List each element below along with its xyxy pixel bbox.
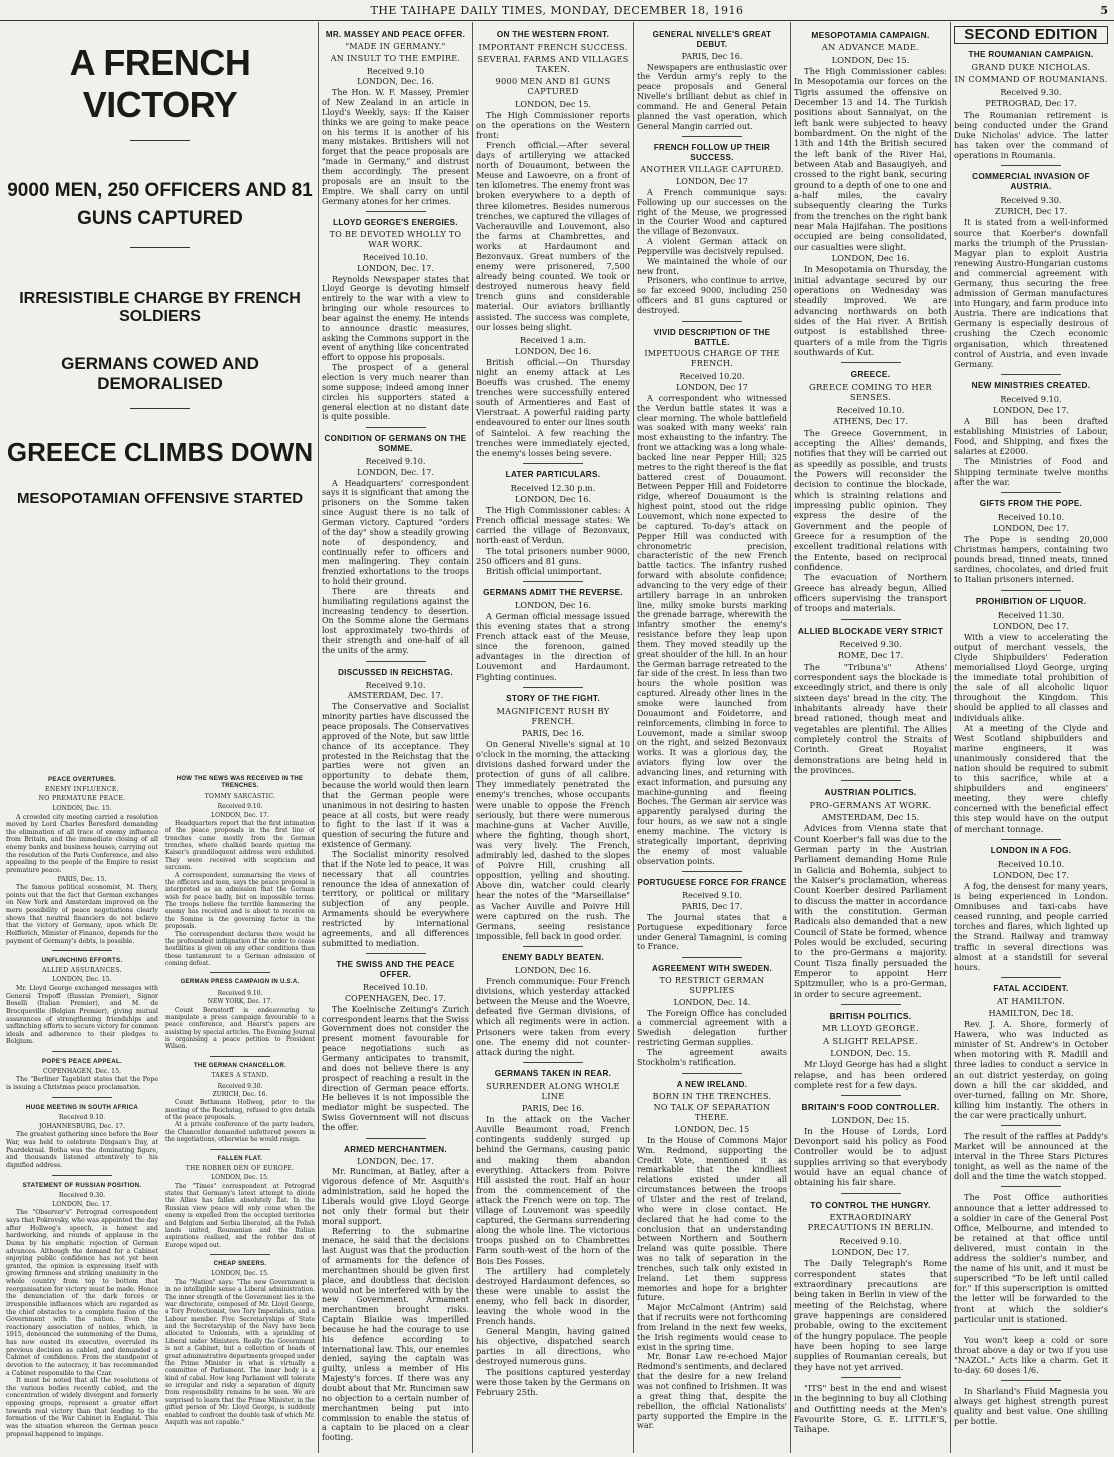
article-headline: FALLEN FLAT. — [217, 1155, 263, 1162]
dateline: LONDON, Dec. 15. — [52, 976, 112, 984]
dateline: ZURICH, Dec 17. — [994, 206, 1068, 217]
divider — [523, 946, 583, 947]
dateline: LONDON, Dec. 16. — [357, 77, 434, 87]
article-subhead: NO TALK OF SEPARATION THERE. — [653, 1103, 771, 1123]
article-headline: ARMED MERCHANTMEN. — [344, 1144, 447, 1154]
divider — [682, 871, 742, 872]
received-time: Received 9.10. — [839, 1235, 902, 1246]
divider — [1001, 1186, 1061, 1187]
article-headline: HUGE MEETING IN SOUTH AFRICA — [25, 1103, 139, 1111]
divider — [1001, 165, 1061, 166]
column-rule — [790, 22, 791, 1453]
divider — [841, 1377, 901, 1378]
received-time: Received 9.30. — [1000, 195, 1062, 206]
article-headline: AUSTRIAN POLITICS. — [824, 787, 917, 798]
dateline: PARIS, Dec 16. — [521, 727, 585, 738]
article-headline: HOW THE NEWS WAS RECEIVED IN THE TRENCHES. — [176, 776, 304, 790]
divider — [1001, 977, 1061, 978]
column-1 — [6, 770, 158, 1450]
article-headline: DISCUSSED IN REICHSTAG. — [338, 667, 453, 677]
dateline: PARIS, Dec 16. — [681, 51, 743, 61]
paragraph: A Bill has been drafted establishing Ministries of Labour, Food, and Shipping, and fixes the salaries at £2000. — [954, 416, 1108, 457]
dateline: LONDON, Dec. 14. — [673, 997, 751, 1007]
paragraph: There are threats and humiliating regulations against the increasing tendency to desertion. On the Somme alone the Germans lost approximately two-thirds of their strength and one-half of all the units of the army. — [322, 586, 469, 655]
article-headline: COMMERCIAL INVASION OF AUSTRIA. — [972, 172, 1090, 192]
dateline: LONDON, Dec 17 — [676, 176, 748, 186]
dateline: HAMILTON, Dec 18. — [988, 1007, 1074, 1018]
article-headline: PEACE OVERTURES. — [47, 776, 117, 783]
divider — [841, 362, 901, 363]
received-time: Received 9.10. — [365, 456, 426, 466]
paragraph: French communique: Four French divisions, which yesterday attacked between the Meuse and the Woevre, defeated five German divisions, of which all regiments were in action. Prisoners were taken from every one. The enemy did not counter-attack during the night. — [476, 976, 630, 1057]
divider — [682, 957, 742, 958]
paragraph: A German official message issued this evening states that a strong French attack east of the Meuse, since the forenoon, gained advantages in the direction of Louvemont and Hardaumont. Fighting continues. — [476, 610, 630, 682]
article-headline: ON THE WESTERN FRONT. — [496, 30, 610, 39]
column-4 — [476, 24, 630, 1450]
received-time: Received 9.30. — [1000, 87, 1062, 98]
headline-sub: GREECE CLIMBS DOWN — [6, 437, 314, 467]
article-subhead: NO PREMATURE PEACE. — [38, 795, 126, 803]
article-headline: MESOPOTAMIA CAMPAIGN. — [811, 30, 930, 40]
dateline: LONDON, Dec. 15. — [52, 804, 112, 812]
paragraph: The Greece Government, in accepting the Allies' demands, notifies that they will be carried out as speedily as possible, and trusts the Powers will reconsider the decision to continue the blockade, which is straining relations and impressing public opinion. They express the desire of the Government and the people of Greece for a resumption of the excellent traditional relations with the Entente, based on reciprocal confidence. — [794, 427, 947, 573]
divider — [130, 247, 190, 248]
divider — [130, 408, 190, 409]
article-subhead: PRO-GERMANS AT WORK. — [809, 799, 932, 810]
paragraph: The High Commissioner cables: In Mesopotamia our forces on the Tigris assumed the offensive on December 13 and 14. The Turkish positions about Sannaiyat, on the left bank were subjected to heavy bombardment. On the night of the 13th and 14th the British secured the left bank of the River Hai, between Atab and Basaugiyeh, and crossed to the right bank, securing ground to a depth of one to one and a-half miles, the cavalry subsequently clearing the Turks from the trenches on the right bank near Mala Hajifahan. The positions occupied are being consolidated, our casualties were slight. — [794, 65, 947, 252]
paragraph: The "Observer's" Petrograd correspondent says that Pokrovsky, who was appointed the day after Hollweg's speech, is honest and hardworking, and rounds of applause in the Duma by his emphatic rejection of German advances. Although the demand for a Cabinet enjoying public confidence has not yet been granted, the opinion is expressing itself with growing firmness and striking unanimity in the whole country from top to bottom that reorganisation for victory must be made. Hence the denunciation of the dark forces or irresponsible influences which are regarded as the chief obstacles to a complete fusion of the Government with the nation. Even the reactionary association of nobles, which, in 1915, denounced the summoning of the Duma, has now ousted its executive, overruled its previous decision as cabled, and demanded a Cabinet of confidence. From the standpoint of devotion to the autocracy, it has recommended a Cabinet responsible to the Czar. — [6, 1209, 158, 1377]
paragraph: British official unimportant. — [486, 565, 602, 576]
divider — [210, 1149, 270, 1150]
dateline: LONDON, Dec 16. — [514, 345, 592, 356]
article-subhead: GRAND DUKE NICHOLAS. — [971, 62, 1091, 73]
article-headline: FATAL ACCIDENT. — [993, 983, 1069, 993]
paragraph: In Mesopotamia on Thursday, the initial advantage secured by our operations on Wednesday was steadily improved. We are advancing northwards on both sides of the Hai river. A British outpost is established three-quarters of a mile from the Tigris southwards of Kut. — [794, 264, 947, 357]
paragraph: The agreement awaits Stockholm's ratification. — [637, 1048, 787, 1067]
paragraph: The "Nation" says: "The new Government is in no intelligible sense a Liberal administration. The inner strength of the Government lies in the war directorate, composed of Mr. Lloyd George, a Tory Protectionist, two Tory Imperialists, and a Labour member. Five Secretaryships of State and the Secretaryship of the Navy have been allocated to Unionists, with a sprinkling of Liberal under Ministers. Really the Government is not a Cabinet, but a collection of heads of great administrative departments grouped under the Prime Minister in what is virtually a committee of Parliament. The inner body is a kind of cabal. How long Parliament will tolerate so irregular and risky a separation of dignity from responsibility remains to be seen. We are surprised to learn that the Prime Minister, in the gifted person of Mr. Lloyd George, is suddenly enabled to confront the double task of which Mr. Asquith was not capable." — [165, 1278, 315, 1426]
article-headline: UNFLINCHING EFFORTS. — [41, 957, 123, 965]
received-time: Received 9.30. — [58, 1192, 106, 1200]
article-headline: GENERAL NIVELLE'S GREAT DEBUT. — [652, 30, 772, 49]
paragraph: Prisoners, who continue to arrive, so far exceed 9000, including 250 officers and 81 guns captured or destroyed. — [637, 276, 787, 315]
column-rule — [318, 22, 319, 1453]
column-3 — [322, 24, 469, 1450]
divider — [1001, 492, 1061, 493]
divider — [1001, 1329, 1061, 1330]
received-time: Received 9.10. — [58, 1114, 106, 1122]
paragraph: At a meeting of the Clyde and West Scotland shipbuilders and marine engineers, it was unanimously considered that the nation should be required to submit to this sacrifice, while at a shipbuilders and engineers' meeting, they were chiefly concerned with the beneficial effect this step would have on the output of merchant tonnage. — [954, 722, 1108, 834]
article-subhead: AT HAMILTON. — [997, 995, 1065, 1006]
advertisement: "ITS" best in the end and wisest in the beginning to buy all Clothing and Outfitting needs at the Men's Favourite Store, G. E. LITTLE'S, Taihape. — [794, 1383, 947, 1435]
dateline: LONDON, Dec 17. — [992, 620, 1070, 631]
dateline: NEW YORK, Dec. 17. — [207, 998, 273, 1006]
article-headline: A NEW IRELAND. — [676, 1079, 748, 1089]
paragraph: The "Times" correspondent at Petrograd states that Germany's latest attempt to divide the Allies has fallen absolutely flat. In the Russian view peace will only come when the enemy is expelled from the occupied territories and Belgium and Serbia liberated, all the Polish lands united, Roumanian and the Italian aspirations realised, and the robber den of Europe wiped out. — [165, 1182, 315, 1249]
article-headline: THE GERMAN CHANCELLOR. — [193, 1062, 287, 1069]
divider — [1001, 374, 1061, 375]
received-time: Received 9.30. — [839, 639, 902, 650]
received-time: Received 9.30. — [217, 1082, 263, 1090]
paragraph: Mr. Bonar Law re-echoed Major Redmond's sentiments, and declared that the desire for a new Ireland was not confined to Irishmen. It was a great thing that, despite the rebellion, the official Nationalists' party supported the Empire in the war. — [637, 1352, 787, 1431]
paragraph: Mr. Lloyd George exchanged messages with General Trepoff (Russian Premier), Signor Boselli (Italian Premier), and M. de Brocqueville (Belgian Premier), giving mutual assurances of strengthening friendships and unflinching efforts to secure victory for common ideals and adherence to their pledges to Belgium. — [6, 985, 158, 1046]
article-headline: ENEMY BADLY BEATEN. — [502, 952, 604, 962]
divider — [682, 136, 742, 137]
paragraph: A correspondent, summarising the views of the officers and men, says the peace proposal is interpreted as an admission that the German wish for peace badly, but on impossible terms. The troops believe the terrible hammering the enemy has received and is about to receive on the Somme is the governing factor in the proposals. — [165, 871, 315, 931]
article-headline: CHEAP SNEERS. — [213, 1261, 267, 1267]
paragraph: A crowded city meeting carried a resolution moved by Lord Charles Beresford demanding the elimination of all trace of enemy influence from Britain, and the immediate closing of all enemy banks and business houses, carrying out the resolution of the Paris Conference, and also appealing to the people of the Empire to resist premature peace. — [6, 813, 158, 874]
paragraph: In the attack on the Vacher Auville Beaumont road, French contingents suddenly surged up behind the Germans, causing panic and making them abandon everything. Attackers from Poivre Hill assisted the rout. Half an hour from the commencement of the attack the French were on top. The village of Louvemont was speedily captured, the Germans surrendering along the whole line. The victorious troops pushed on to Chambrettes Farm south-west of the horn of the Bois Des Fosses. — [476, 1114, 630, 1266]
dateline: LONDON, Dec. 17. — [52, 1200, 112, 1208]
dateline: LONDON, Dec. 15 — [674, 1125, 750, 1135]
dateline: ATHENS, Dec 17. — [832, 416, 909, 427]
dateline: PARIS, Dec 17. — [681, 902, 743, 912]
article-subhead: MR LLOYD GEORGE. — [822, 1023, 919, 1034]
dateline: LONDON, Dec 17. — [992, 405, 1070, 415]
paragraph: A French communique says: Following up our successes on the right of the Meuse, we progressed in the Courier Wood and captured the village of Bezonvaux. — [637, 187, 787, 237]
received-time: Received 9.10. — [1000, 393, 1062, 404]
article-headline: VIVID DESCRIPTION OF THE BATTLE. — [653, 327, 771, 347]
divider — [210, 972, 270, 973]
paragraph: The artillery had completely destroyed Hardaumont defences, so these were unable to assist the enemy, who fell back in disorder, leaving the whole wood in the French hands. — [476, 1265, 630, 1327]
divider — [130, 140, 190, 141]
dateline: LONDON, Dec 15. — [831, 1114, 910, 1125]
article-headline: BRITAIN'S FOOD CONTROLLER. — [801, 1102, 940, 1113]
dateline: COPENHAGEN, Dec. 15. — [42, 1067, 122, 1075]
paragraph: A fog, the densest for many years, is being experienced in London. Omnibuses and taxi-cabs have ceased running, and people carried torches and flares, which lighted up the Strand. Railway and tramway traffic in several directions was almost at a standstill for several hours. — [954, 880, 1108, 972]
paragraph: Major McCalmont (Antrim) said that if recruits were not forthcoming from Ireland in the next few weeks, the Irish regiments would cease to exist in the spring time. — [637, 1303, 787, 1352]
divider — [210, 1254, 270, 1255]
paragraph: The Hon. W. F. Massey, Premier of New Zealand in an article in Lloyd's Weekly, says: If the Kaiser thinks we are going to make peace on his terms it is another of his many mistakes. Britishers will not forget that the peace proposals are "made in Germany," and distrust them accordingly. The present proposals are an insult to the Empire. We shall carry on until Germany atones for her crimes. — [322, 88, 469, 206]
article-subhead: AN INSULT TO THE EMPIRE. — [330, 53, 461, 63]
divider — [682, 1073, 742, 1074]
dateline: LONDON, Dec 16. — [514, 964, 592, 975]
column-rule — [472, 22, 473, 1453]
dateline: PARIS, Dec. 15. — [57, 875, 107, 883]
headline-sub: GERMANS COWED AND DEMORALISED — [61, 354, 259, 393]
article-headline: GIFTS FROM THE POPE. — [979, 498, 1083, 508]
page-number: 5 — [1100, 4, 1108, 17]
article-headline: GERMANS ADMIT THE REVERSE. — [483, 587, 623, 597]
paragraph: The greatest gathering since before the Boer War, was held to celebrate Dingaan's Day, at Paardekraal. Botha was the dominating figure, and thousands listened attentively to his dignified address. — [6, 1131, 158, 1169]
article-subhead: EXTRAORDINARY PRECAUTIONS IN BERLIN. — [807, 1212, 934, 1233]
dateline: LONDON, Dec 16. — [831, 252, 910, 263]
received-time: Received 9.10. — [365, 680, 426, 690]
masthead — [0, 0, 1114, 21]
paragraph: The Journal states that a Portuguese expeditionary force under General Tamagnini, is coming to France. — [637, 912, 787, 952]
paragraph: A violent German attack on Pepperville was decisively repulsed. — [637, 237, 787, 256]
article-subhead: TOMMY SARCASTIC. — [204, 792, 276, 800]
article-headline: LONDON IN A FOG. — [990, 845, 1072, 855]
received-time: Received 10.10. — [997, 511, 1065, 522]
second-edition-banner: SECOND EDITION — [954, 26, 1108, 44]
article-subhead: SURRENDER ALONG WHOLE LINE — [486, 1080, 620, 1101]
article-headline: FRENCH FOLLOW UP THEIR SUCCESS. — [653, 143, 771, 163]
received-time: Received 10.10. — [363, 252, 428, 262]
article-headline: NEW MINISTRIES CREATED. — [971, 380, 1091, 390]
paragraph: The "Tribuna's" Athens' correspondent says the blockade is exceedingly strict, and there is only sixteen days' bread in the city. The inhabitants already have their bread rationed, though meat and vegetables are plentiful. The Allies completely control the Straits of Corinth. Great Royalist demonstrations are being held in the provinces. — [794, 661, 947, 775]
article-subhead: IMPETUOUS CHARGE OF THE FRENCH. — [644, 349, 780, 369]
article-headline: POPE'S PEACE APPEAL. — [41, 1058, 123, 1065]
dateline: ROME, Dec 17. — [837, 650, 904, 661]
column-6 — [794, 24, 947, 1450]
received-time: Received 11.30. — [997, 609, 1065, 620]
article-subhead: IMPORTANT FRENCH SUCCESS. — [478, 42, 628, 53]
article-headline: LLOYD GEORGE'S ENERGIES. — [333, 218, 458, 228]
article-subhead: THE ROBBER DEN OF EUROPE. — [185, 1164, 295, 1172]
article-subhead: ANOTHER VILLAGE CAPTURED. — [640, 165, 784, 175]
paragraph: The Koelnische Zeitung's Zurich correspondent learns that the Swiss Government does not consider the present moment favourable for peace negotiations such as Germany anticipates to transmit, and does not believe there is any prospect of reaching a result in the direction of German peace efforts. He believes it is not impossible the mediator might be suspected. The Swiss Government will not discuss the offer. — [322, 1004, 469, 1132]
article-headline: PROHIBITION OF LIQUOR. — [975, 596, 1087, 606]
article-subhead: GREECE COMING TO HER SENSES. — [808, 381, 933, 402]
received-time: Received 10.10. — [363, 983, 428, 993]
masthead-title: THE TAIHAPE DAILY TIMES, MONDAY, DECEMBER 18, 1916 — [370, 4, 744, 17]
paragraph: Reynolds Newspaper states that Lloyd George is devoting himself entirely to the war with a view to bringing our whole resources to bear against the enemy. He intends to announce drastic measures, asking the Commons support in the event of anything like concentrated effort to oppose his proposals. — [322, 274, 469, 363]
divider — [841, 780, 901, 781]
divider — [1001, 590, 1061, 591]
article-headline: MR. MASSEY AND PEACE OFFER. — [325, 30, 466, 39]
paragraph: The evacuation of Northern Greece has already begun, Allied officers supervising the transport of troops and materials. — [794, 572, 947, 614]
paragraph: The Post Office authorities announce that a letter addressed to a soldier in care of the General Post Office, Melbourne, and intended to be retained at that office until delivered, must contain in the address the soldier's number, and the name of his unit, and it must be superscribed "To be left until called for." If this superscription is omitted the letter will be forwarded to the front at which the soldier's particular unit is stationed. — [954, 1192, 1108, 1324]
front-headlines — [6, 34, 314, 759]
article-headline: PORTUGUESE FORCE FOR FRANCE — [637, 878, 787, 888]
paragraph: The Ministries of Food and Shipping terminate twelve months after the war. — [954, 456, 1108, 487]
article-subhead: BORN IN THE TRENCHES. — [652, 1091, 772, 1101]
received-time: Received 10.10. — [836, 405, 905, 416]
dateline: COPENHAGEN, Dec. 17. — [345, 993, 446, 1003]
article-subhead: ENEMY INFLUENCE. — [45, 785, 119, 793]
paragraph: British official.—On Thursday night an enemy attack at Les Boeuffs was crushed. The enemy trenches were successfully entered south of Armentieres and East of Vierstraat. A powerful raiding party endeavoured to enter our lines south of Sainteloi. A few reaching the trenches were immediately ejected, the enemy's losses being severe. — [476, 356, 630, 458]
article-headline: CONDITION OF GERMANS ON THE SOMME. — [324, 434, 467, 454]
paragraph: The Roumanian retirement is being conducted under the Grand Duke Nicholas' advice. The latter has taken over the command of operations in Roumania. — [954, 109, 1108, 160]
paragraph: Count Bernstorff is endeavouring to manipulate a press campaign favourable to a peace conference, and Hearst's papers are assisting by special articles. The Evening Journal is organising a peace petition to President Wilson. — [165, 1006, 315, 1051]
article-headline: GERMANS TAKEN IN REAR. — [494, 1068, 612, 1078]
received-time: Received 9.10. — [682, 891, 742, 901]
paragraph: The total prisoners number 9000, 250 officers and 81 guns. — [476, 545, 630, 566]
article-headline: STATEMENT OF RUSSIAN POSITION. — [22, 1181, 142, 1189]
paragraph: The Socialist minority resolved that if the Note led to peace, it was necessary that all countries renounce the idea of annexation of territory, or political or military subjection of any people. Armaments should be everywhere restricted by international agreements, and all differences submitted to mediation. — [322, 849, 469, 948]
column-7 — [954, 24, 1108, 1450]
paragraph: Newspapers are enthusiastic over the Verdun army's reply to the peace proposals and General Nivelle's brilliant debut as chief in command. He and General Petain planned the vast operation, which General Mangin carried out. — [637, 62, 787, 131]
column-rule — [633, 22, 634, 1453]
paragraph: Advices from Vienna state that Count Koerber's fall was due to the German party in the Austrian Parliament demanding Home Rule in Galicia and Bohemia, subject to the Kaiser's proclamation, whereas Count Koerber desired Parliament to discuss the matter in accordance with the constitution. German Radicals also demanded that a new Council of State be formed, whence Poles would be excluded, securing to the pro-Germans a majority. Count Tisza finally persuaded the Emperor to appoint Herr Spitzmuller, who is a pro-German, in order to secure agreement. — [794, 823, 947, 999]
paragraph: The "Berliner Tageblatt states that the Pope is issuing a Christmas peace proclamation. — [6, 1076, 158, 1091]
paragraph: Headquarters report that the first intimation of the peace proposals in the first line of trenches came mostly from the German trenches, where chalked boards quoting the Kaiser's grandiloquent address were exhibited. They were received with scepticism and sarcasm. — [165, 819, 315, 872]
divider — [366, 427, 426, 428]
divider — [366, 661, 426, 662]
paragraph: We maintained the whole of our new front. — [637, 256, 787, 276]
column-rule — [950, 22, 951, 1453]
paragraph: Count Bethmann Hollweg, prior to the meeting of the Reichstag, refused to give details of the peace proposals. — [165, 1099, 315, 1121]
column-5 — [637, 24, 787, 1450]
divider — [52, 950, 112, 951]
divider — [366, 953, 426, 954]
divider — [841, 1004, 901, 1005]
dateline: ZURICH, Dec. 16. — [212, 1090, 268, 1098]
dateline: LONDON, Dec 17. — [992, 522, 1070, 533]
divider — [523, 687, 583, 688]
dateline: AMSTERDAM, Dec. 17. — [347, 691, 444, 701]
article-headline: AGREEMENT WITH SWEDEN. — [652, 964, 772, 974]
dateline: LONDON, Dec 16. — [514, 494, 592, 505]
dateline: LONDON, Dec 16. — [514, 599, 592, 610]
paragraph: The result of the raffles at Paddy's Market will be announced at the interval in the Three Stars Pictures tonight, as well as the name of the doll and the time the watch stopped. — [954, 1131, 1108, 1182]
divider — [841, 1095, 901, 1096]
paragraph: The prospect of a general election is very much nearer than some suppose; indeed among inner circles his supporters stated a general election at no distant date is quite possible. — [322, 363, 469, 422]
paragraph: With a view to accelerating the output of merchant vessels, the Clyde Shipbuilders' Federation memorialised Lloyd George, urging the immediate total prohibition of the sale of all alcoholic liquor throughout the Kingdom. This should be applied to all classes and individuals alike. — [954, 631, 1108, 723]
dateline: LONDON, Dec 17 — [676, 383, 748, 392]
paragraph: It must be noted that all the resolutions of the various bodies recently cabled, and the concentration of widely divergent and formerly opposing groups, represent a greater effort towards real victory than that leading to the formation of the War Cabinet in England. This was the situation whereon the German peace proposal happened to impinge. — [6, 1377, 158, 1438]
article-headline: ALLIED BLOCKADE VERY STRICT — [797, 625, 944, 636]
dateline: AMSTERDAM, Dec 15. — [821, 811, 920, 822]
paragraph: The High Commissioner cables: A French official message states: We carried the village of Bezonvaux, north-east of Verdun. — [476, 505, 630, 546]
article-subhead: AN ADVANCE MADE. — [821, 42, 920, 53]
paragraph: Rev. J. A. Shore, formerly of Hawera, who was inducted as minister of St. Andrew's in October when motoring with R. Madill and three ladies to conduct a service in an out district yesterday, on going down a hill the car skidded, and over-turned, falling on Mr. Shore, killing him instantly. The others in the car were practically unhurt. — [954, 1019, 1108, 1120]
headline-sub: MESOPOTAMIAN OFFENSIVE STARTED — [16, 490, 304, 507]
paragraph: The positions captured yesterday were those taken by the Germans on February 25th. — [476, 1366, 630, 1397]
divider — [366, 1138, 426, 1139]
dateline: LONDON, Dec 15. — [514, 98, 592, 109]
advertisement: You won't keep a cold or sore throat above a day or two if you use "NAZOL." Acts like a charm. Get it to-day. 60 doses 1/6. — [954, 1334, 1108, 1375]
dateline: PETROGRAD, Dec 17. — [985, 98, 1077, 109]
divider — [523, 581, 583, 582]
received-time: Received 1 a.m. — [519, 334, 587, 345]
dateline: LONDON, Dec 17. — [992, 869, 1070, 880]
divider — [682, 321, 742, 322]
column-2 — [165, 770, 315, 1450]
divider — [210, 1056, 270, 1057]
paragraph: In the House of Lords, Lord Devonport said his policy as Food Controller would be to adjust supplies arriving so that everybody would have an equal chance of obtaining his fair share. — [794, 1125, 947, 1188]
paragraph: The Foreign Office has concluded a commercial agreement with a Swedish delegation further restricting German supplies. — [637, 1008, 787, 1048]
paragraph: It is stated from a well-informed source that Koerber's downfall marks the triumph of the Prussian-Magyar plan to exploit Austria renewing Austro-Hungarian customs and commercial agreement with Germany, thus securing the free admission of German manufactures into Hungary, and farm produce into Austria. There are indications that Germany is especially desirous of crushing the Czech economic organisation, which threatened control of Austria, and even invade Germany. — [954, 217, 1108, 369]
received-time: Received 12.30 p.m. — [510, 482, 596, 493]
divider — [841, 1193, 901, 1194]
article-subhead: TO BE DEVOTED WHOLLY TO WAR WORK. — [329, 230, 462, 250]
divider — [366, 211, 426, 212]
dateline: LONDON, Dec 17. — [831, 1247, 910, 1258]
paragraph: The Conservative and Socialist minority parties have discussed the peace proposals. The Conservatives approved of the Note, but saw little chance of its acceptance. They protested in the Reichstag that the parties were not given an opportunity to debate them, because the world would then learn that the German people were unanimous in not desiring to hasten peace at all costs, but were ready to fight to the last if it was a question of securing the future and existence of Germany. — [322, 702, 469, 850]
article-headline: GREECE. — [850, 369, 891, 380]
dateline: LONDON, Dec. 15. — [211, 1270, 269, 1278]
received-time: Received 10.20. — [679, 372, 745, 382]
article-subhead: SEVERAL FARMS AND VILLAGES TAKEN. — [477, 54, 629, 75]
paragraph: On General Nivelle's signal at 10 o'clock in the morning, the attacking divisions dashed forward under the protection of guns of all calibre. They immediately penetrated the enemy's trenches, whose occupants were unable to oppose the French seriously, but there were numerous machine-guns at Vacher Auville, where the fighting, though short, was very lively. The French, admirably led, dashed to the slopes of Poivre Hill, crushing all opposition, yelling and shouting. Above din, watcher could clearly hear the notes of the "Marseillaise" as Vacher Auville and Poivre Hill were captured on the rush. The Germans, seeing resistance impossible, fell back in good order. — [476, 739, 630, 941]
paragraph: The Pope is sending 20,000 Christmas hampers, containing two pounds bread, tinned meats, tinned sardines, chocolates, and dried fruit to Italian prisoners interned. — [954, 534, 1108, 585]
received-time: Received 10.10. — [997, 858, 1065, 869]
received-time: Received 9.10. — [217, 989, 263, 997]
dateline: LONDON, Dec 15. — [831, 54, 910, 65]
paragraph: A Headquarters' correspondent says it is significant that among the prisoners on the Somme taken since August there is no talk of German victory. Captured "orders of the day" show a steadily growing note of despondency, and continually refer to officers and men malingering. They contain frenzied exhortations to the troops to hold their ground. — [322, 478, 469, 587]
paragraph: The Daily Telegraph's Rome correspondent states that extraordinary precautions are being taken in Berlin in view of the meeting of the Reichstag, where grave happenings are considered probable, owing to the excitement of the hungry populace. The people have been hoping to see large supplies of Roumanian cereals, but they have not yet arrived. — [794, 1258, 947, 1372]
paragraph: At a private conference of the party leaders, the Chancellor demanded unfettered powers in the negotiations, otherwise he would resign. — [165, 1121, 315, 1144]
paragraph: The High Commissioner reports on the operations on the Western front: — [476, 109, 630, 140]
article-headline: BRITISH POLITICS. — [829, 1010, 912, 1021]
paragraph: General Mangin, having gained his objective, dispatched search parties in all directions, who destroyed numerous guns. — [476, 1326, 630, 1367]
divider — [52, 1051, 112, 1052]
dateline: LONDON, Dec. 17. — [357, 1156, 434, 1166]
divider — [1001, 839, 1061, 840]
article-headline: LATER PARTICULARS. — [505, 469, 601, 479]
article-subhead: A SLIGHT RELAPSE. — [823, 1035, 918, 1046]
article-subhead: "MADE IN GERMANY." — [345, 41, 446, 51]
divider — [523, 463, 583, 464]
article-headline: GERMAN PRESS CAMPAIGN IN U.S.A. — [180, 979, 300, 986]
headline-sub: 9000 MEN, 250 OFFICERS AND 81 GUNS CAPTURED — [7, 180, 313, 229]
article-subhead: TAKES A STAND. — [211, 1072, 269, 1080]
received-time: Received 9.10. — [217, 803, 263, 811]
paragraph: Mr Lloyd George has had a slight relapse, and has been ordered complete rest for a few days. — [794, 1059, 947, 1090]
paragraph: A correspondent who witnessed the Verdun battle states it was a clear morning. The whole battlefield was soaked with many weeks' rain most exhausting to the infantry. The front we attacking was a long whale-backed line near Pepper Hill; 325 metres to the right thereof is the flat battered crest of Douaumont. Between Pepper Hill and Foidetorre ridge, whereof Douaumont is the highest point, stood out the ridge Louvemont, which none expected to be captured. To-day's attack on Pepper Hill was conducted with chronometric precision, characteristic of the new French battle tactics. The infantry rushed forward with absolute confidence; advancing to the very edge of their artillery barrage in an unbroken line, milky smoke bursts marking the grenade barrage, wherewith the infantry smother the enemy's resistance before they leap upon them. They moved steadily up the great shoulder of the hill. In an hour the German barrage retreated to the far side of the crest. In less than two hours the whole position was captured. Already other lines in the smoke were launched from Douaumont and Foidetorre, and reinforcements, climbing in force to Louvemont, made a similar swoop on the right, and seized Bezonvaux works. It was a glorious day, the aviators flying low over the advancing lines, and returning with exact information, and pursuing any machine-gunning and fleeing Boches. The German air service was apparently paralysed during the four hours, as we saw not a single enemy machine. The victory is strategically important, depriving the enemy of most valuable observation points. — [637, 393, 787, 866]
article-headline: THE SWISS AND THE PEACE OFFER. — [336, 960, 455, 980]
article-subhead: 9000 MEN AND 81 GUNS CAPTURED — [495, 76, 611, 97]
divider — [52, 1097, 112, 1098]
dateline: JOHANNESBURG, Dec. 17. — [39, 1122, 125, 1130]
dateline: LONDON, Dec. 17. — [357, 467, 434, 477]
divider — [523, 1062, 583, 1063]
received-time: Received 9.10 — [366, 66, 425, 76]
advertisement: In Sharland's Fluid Magnesia you always get highest strength purest quality and best value. One shilling per bottle. — [954, 1386, 1108, 1427]
article-headline: THE ROUMANIAN CAMPAIGN. — [968, 50, 1094, 60]
paragraph: In the House of Commons Major Wm. Redmond, supporting the Credit Vote, mentioned it as remarkable that the kindliest relations existed under all circumstances between the troops of Ulster and the rest of Ireland, who were in close contact. He declared that he had come to the conclusion that an understanding between Northern and Southern Ireland was quite possible. There was no talk of separation in the trenches, such talk only existed in Ireland. Let them suppress memories and hope for a brighter future. — [637, 1135, 787, 1303]
dateline: LONDON, Dec. 17. — [211, 811, 269, 819]
dateline: LONDON, Dec. 17. — [357, 263, 434, 273]
dateline: PARIS, Dec 16. — [521, 1103, 585, 1114]
article-subhead: TO RESTRICT GERMAN SUPPLIES — [659, 976, 765, 995]
paragraph: Mr. Runciman, at Batley, after a vigorous defence of Mr. Asquith's administration, said he hoped the Liberals would give Lloyd George not only their formal but their moral support. — [322, 1167, 469, 1226]
paragraph: Referring to the submarine menace, he said that the decisions last August was that the production of armaments for the defence of merchantmen should be given first place, and doubtless that decision would not be interfered with by the new Government. Armament merchantmen brought risks. Captain Blaikie was imperilled because he had the courage to use his defence according to international law. This, our enemies denied, saying the captain was guilty, unless a member of His Majesty's forces. If there was any doubt about that Mr. Runciman saw no objection to a certain number of merchantmen being put into commission to enable the status of a captain to be placed on a clear footing. — [322, 1226, 469, 1443]
article-headline: TO CONTROL THE HUNGRY. — [810, 1199, 931, 1210]
article-subhead: ALLIED ASSURANCES. — [42, 966, 122, 974]
paragraph: French official.—After several days of artillerying we attacked north of Douaumont, between the Meuse and Lawoevre, on a front of ten kilometres. The enemy front was broken everywhere to a depth of three kilometres. Besides numerous trenches, we captured the villages of Vacherauville and Louvemont, also the farms at Chambrettes, and works at Hardaumont and Bezonvaux. Great numbers of the enemy were prisonered, 7,500 already being counted. We took or destroyed numerous heavy field trench guns and considerable material. Our aviators brilliantly assisted. The success was complete, our losses being slight. — [476, 139, 630, 332]
paragraph: The famous political economist, M. Thery, points out that the fact that German exchanges on New York and Amsterdam improved on the mere possibility of peace negotiations clearly shows that neutral financiers do not believe that the victory of Germany, upon which Dr. Helfferich, Minister of Finance, depends for the payment of Germany's debts, is possible. — [6, 884, 158, 945]
divider — [1001, 1125, 1061, 1126]
divider — [1001, 1380, 1061, 1381]
article-headline: STORY OF THE FIGHT. — [506, 693, 600, 703]
paragraph: The correspondent declares there would be the profoundest indignation if the order to cease hostilities is given on any other conditions than those tantamount to a German admission of coming defeat. — [165, 930, 315, 967]
article-subhead: MAGNIFICENT RUSH BY FRENCH. — [496, 705, 610, 726]
headline-sub: IRRESISTIBLE CHARGE BY FRENCH SOLDIERS — [19, 290, 301, 325]
dateline: LONDON, Dec. 15. — [211, 1174, 269, 1182]
divider — [52, 1175, 112, 1176]
article-subhead: IN COMMAND OF ROUMANIANS. — [954, 74, 1108, 85]
dateline: LONDON, Dec. 15. — [830, 1047, 911, 1058]
headline-main: A FRENCH VICTORY — [69, 42, 251, 125]
divider — [841, 619, 901, 620]
